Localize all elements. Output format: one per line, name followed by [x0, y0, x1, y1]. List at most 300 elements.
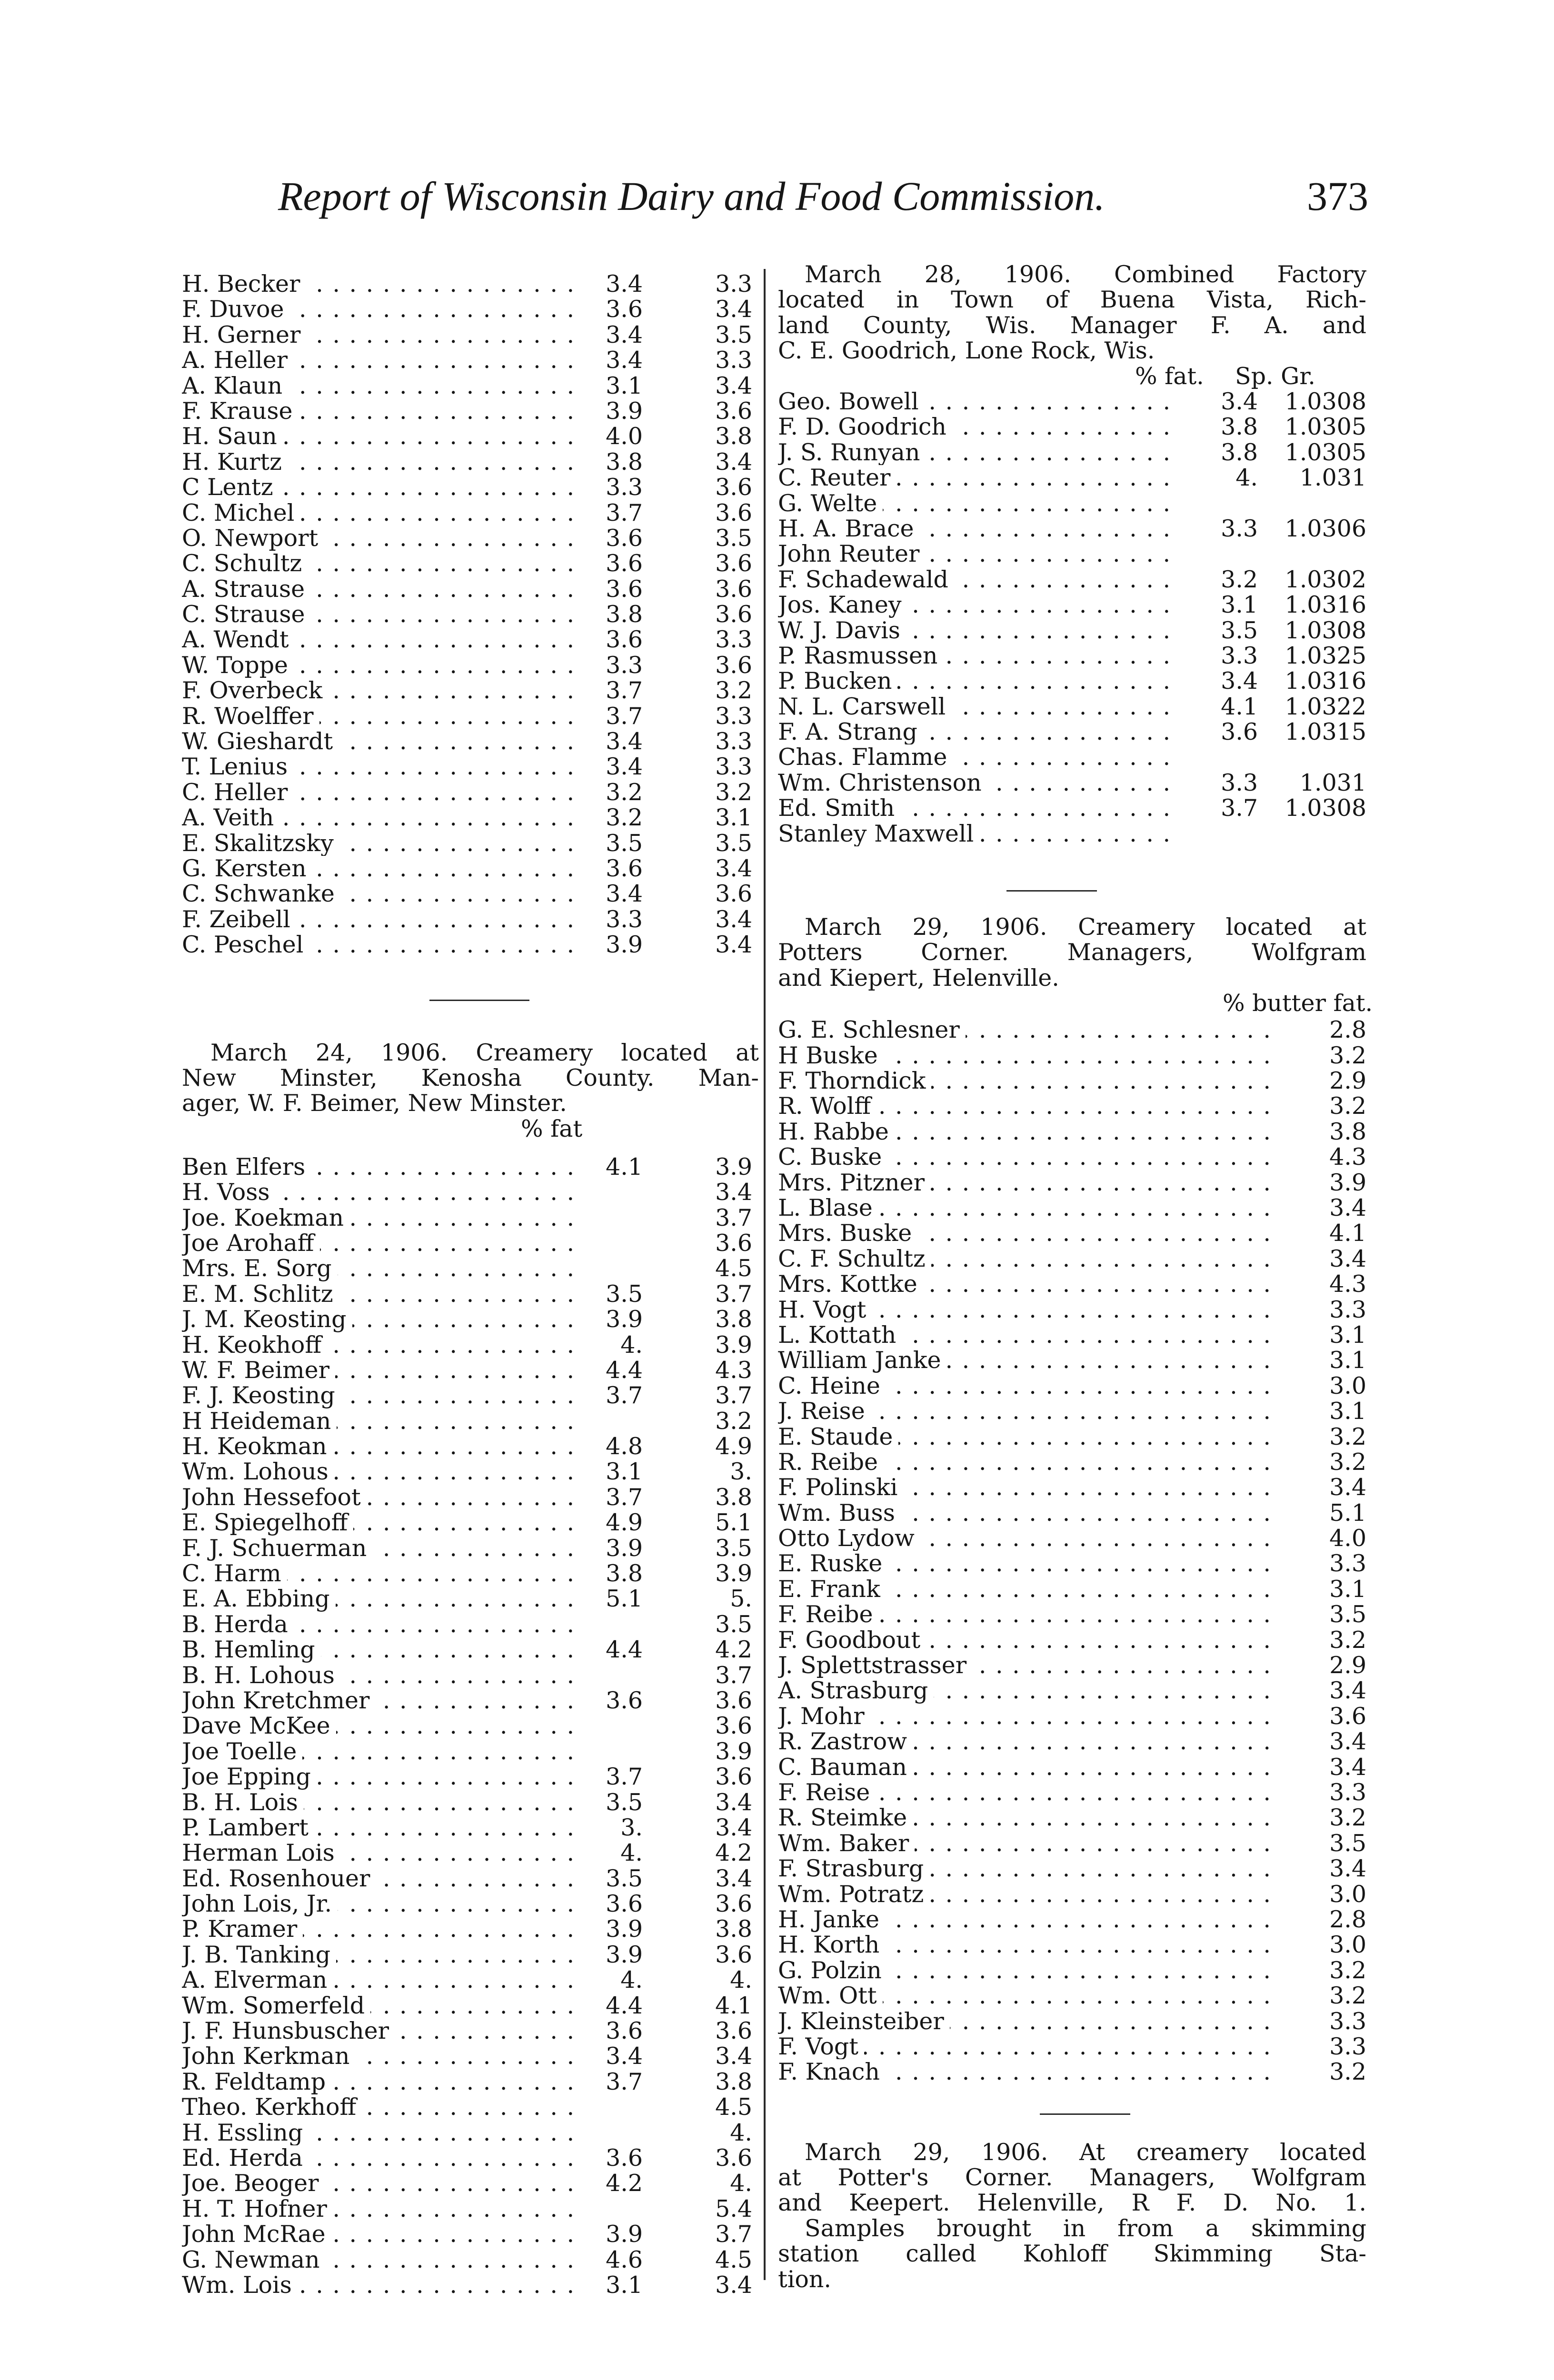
- table-row: [182, 1332, 759, 1358]
- row-name-cell: [182, 729, 582, 754]
- row-name-cell: [182, 347, 582, 373]
- value-first: 3.2: [606, 778, 643, 806]
- column-head-row: [778, 990, 1373, 1017]
- producer-name: F. Thorndick: [778, 1068, 931, 1093]
- row-name-cell: [778, 592, 1178, 617]
- row-name-cell: [778, 1271, 1273, 1297]
- table-row: [182, 2145, 759, 2171]
- table-row: [182, 1434, 759, 1459]
- producer-name: H. Essling: [182, 2120, 309, 2145]
- table-row: [182, 576, 759, 602]
- table-row: [778, 1602, 1366, 1627]
- producer-name: F. D. Goodrich: [778, 414, 952, 439]
- fat-column-head: % fat: [521, 1115, 583, 1142]
- value-second: 3.9: [715, 1331, 752, 1359]
- value-first: 4.0: [606, 423, 643, 450]
- value-first: 2.8: [1329, 1905, 1366, 1933]
- value-first: 3.5: [1329, 1601, 1366, 1628]
- producer-name: H. T. Hofner: [182, 2196, 333, 2221]
- row-name-cell: [778, 694, 1178, 719]
- row-name-cell: [182, 907, 582, 932]
- value-second: 3.3: [715, 347, 752, 374]
- row-name-cell: [182, 1764, 582, 1789]
- value-first: 3.2: [1329, 1804, 1366, 1832]
- value-second: 3.4: [715, 372, 752, 399]
- producer-name: E. Staude: [778, 1424, 898, 1449]
- table-row: [182, 1459, 759, 1484]
- row-name-cell: [182, 1713, 582, 1738]
- butter-fat-column-head: % butter fat.: [1223, 990, 1373, 1017]
- row-name-cell: [182, 1586, 582, 1611]
- producer-name: Chas. Flamme: [778, 744, 953, 770]
- running-title: Report of Wisconsin Dairy and Food Commission.: [278, 173, 1105, 219]
- row-name-cell: [182, 2120, 582, 2145]
- value-first: 3.4: [1329, 1677, 1366, 1705]
- row-name-cell: [778, 1017, 1273, 1042]
- producer-name: Theo. Kerkhoff: [182, 2094, 362, 2120]
- value-first: 3.3: [1329, 1550, 1366, 1577]
- value-second: 1.0316: [1285, 591, 1366, 619]
- value-second: 4.: [730, 2170, 752, 2197]
- table-row: [778, 1144, 1366, 1170]
- row-name-cell: [778, 643, 1178, 668]
- producer-name: Mrs. Buske: [778, 1220, 917, 1246]
- table-row: [182, 449, 759, 475]
- table-row: [778, 1017, 1366, 1042]
- row-name-cell: [778, 1627, 1273, 1653]
- row-name-cell: [182, 602, 582, 627]
- value-first: 3.6: [1221, 718, 1258, 746]
- table-row: [778, 1882, 1366, 1907]
- table-row: [182, 1637, 759, 1662]
- value-first: 3.3: [606, 474, 643, 501]
- right-column: [778, 261, 1373, 2293]
- producer-name: Ed. Herda: [182, 2145, 309, 2171]
- value-first: 3.7: [606, 1763, 643, 1791]
- table-row: [182, 627, 759, 652]
- row-name-cell: [182, 1230, 582, 1256]
- value-first: 3.8: [1221, 438, 1258, 466]
- value-second: 1.0308: [1285, 616, 1366, 644]
- value-second: 3.2: [715, 778, 752, 806]
- table-row: [182, 805, 759, 830]
- table-row: [182, 1916, 759, 1942]
- table-row: [182, 1180, 759, 1205]
- producer-name: C. Strause: [182, 602, 311, 627]
- table-row: [778, 1271, 1366, 1297]
- row-name-cell: [182, 2069, 582, 2094]
- value-second: 3.6: [715, 1941, 752, 1968]
- heading-line: March 28, 1906. Combined Factory: [805, 261, 1366, 288]
- value-first: 3.9: [606, 931, 643, 959]
- value-second: 3.6: [715, 1712, 752, 1740]
- value-second: 1.0308: [1285, 794, 1366, 822]
- row-name-cell: [182, 1561, 582, 1586]
- table-row: [778, 2059, 1366, 2084]
- table-row: [182, 271, 759, 297]
- value-second: 3.6: [715, 1229, 752, 1257]
- row-name-cell: [778, 1043, 1273, 1068]
- producer-name: F. Reise: [778, 1780, 876, 1805]
- producer-name: G. Kersten: [182, 856, 312, 881]
- value-first: 3.5: [606, 1280, 643, 1308]
- value-first: 3.3: [1329, 2007, 1366, 2035]
- value-first: 3.7: [606, 499, 643, 526]
- value-first: 4.: [620, 1966, 643, 1994]
- row-name-cell: [182, 2196, 582, 2221]
- value-first: 4.1: [1329, 1220, 1366, 1247]
- row-name-cell: [182, 1916, 582, 1942]
- table-row: [778, 1729, 1366, 1754]
- row-name-cell: [182, 2171, 582, 2196]
- producer-name: J. Splettstrasser: [778, 1653, 972, 1678]
- table-row: [778, 694, 1366, 719]
- producer-name: Wm. Baker: [778, 1831, 915, 1856]
- row-name-cell: [182, 322, 582, 347]
- table-row: [182, 1942, 759, 1967]
- table-row: [182, 2171, 759, 2196]
- row-name-cell: [778, 1577, 1273, 1602]
- table-row: [182, 526, 759, 551]
- value-second: 3.5: [715, 1610, 752, 1638]
- table-row: [182, 475, 759, 500]
- table-row: [182, 780, 759, 805]
- table-row: [778, 744, 1366, 770]
- value-first: 3.2: [606, 804, 643, 832]
- value-first: 5.1: [606, 1585, 643, 1613]
- value-first: 4.9: [606, 1509, 643, 1537]
- value-first: 3.2: [1329, 1448, 1366, 1476]
- value-second: 1.0308: [1285, 388, 1366, 416]
- table-row: [778, 1653, 1366, 1678]
- table-row: [778, 618, 1366, 643]
- producer-name: Wm. Lohous: [182, 1459, 334, 1484]
- heading-line: at Potter's Corner. Managers, Wolfgram: [778, 2164, 1366, 2192]
- value-second: 3.4: [715, 1179, 752, 1206]
- producer-name: John Hessefoot: [182, 1485, 367, 1510]
- row-name-cell: [182, 1510, 582, 1535]
- value-second: 3.8: [715, 1915, 752, 1943]
- table-row: [182, 932, 759, 957]
- value-first: 3.2: [1221, 565, 1258, 593]
- row-name-cell: [778, 1398, 1273, 1424]
- producer-name: J. Reise: [778, 1398, 871, 1424]
- producer-name: C Lentz: [182, 475, 279, 500]
- value-first: 3.7: [606, 1382, 643, 1409]
- value-first: 3.4: [1221, 667, 1258, 695]
- row-name-cell: [778, 1475, 1273, 1500]
- value-first: 3.7: [606, 677, 643, 704]
- value-second: 3.5: [715, 321, 752, 348]
- row-name-cell: [182, 1993, 582, 2018]
- table-row: [778, 668, 1366, 694]
- row-name-cell: [778, 1449, 1273, 1475]
- value-second: 3.7: [715, 1661, 752, 1689]
- value-first: 3.3: [1329, 1778, 1366, 1806]
- row-name-cell: [778, 491, 1178, 516]
- value-second: 1.031: [1299, 769, 1366, 796]
- value-first: 3.7: [606, 702, 643, 730]
- value-second: 3.6: [715, 2144, 752, 2172]
- row-name-cell: [182, 1536, 582, 1561]
- value-first: 4.1: [1221, 693, 1258, 720]
- value-first: 3.8: [606, 601, 643, 628]
- value-second: 3.1: [715, 804, 752, 832]
- value-second: 3.9: [715, 1560, 752, 1587]
- row-name-cell: [182, 1967, 582, 1993]
- section-separator: [1006, 890, 1097, 892]
- producer-name: E. Ruske: [778, 1551, 888, 1576]
- value-first: 4.8: [606, 1433, 643, 1460]
- producer-name: Joe Epping: [182, 1764, 317, 1789]
- row-name-cell: [182, 1408, 582, 1434]
- producer-name: R. Feldtamp: [182, 2069, 331, 2094]
- row-name-cell: [778, 1144, 1273, 1170]
- producer-name: H. Voss: [182, 1180, 276, 1205]
- value-second: 3.: [730, 1458, 752, 1486]
- producer-name: H. Gerner: [182, 322, 306, 347]
- table-row: [778, 1780, 1366, 1805]
- row-name-cell: [182, 881, 582, 906]
- value-second: 3.7: [715, 1280, 752, 1308]
- value-first: 3.4: [1329, 1753, 1366, 1781]
- value-second: 4.3: [715, 1356, 752, 1384]
- row-name-cell: [778, 618, 1178, 643]
- value-first: 3.3: [1221, 515, 1258, 542]
- table-row: [778, 1526, 1366, 1551]
- row-name-cell: [182, 475, 582, 500]
- value-second: 3.9: [715, 1737, 752, 1765]
- value-first: 3.8: [606, 448, 643, 476]
- value-first: 3.2: [1329, 1041, 1366, 1069]
- heading-line: C. E. Goodrich, Lone Rock, Wis.: [778, 337, 1155, 365]
- value-first: 3.6: [606, 575, 643, 603]
- table-row: [778, 2009, 1366, 2034]
- value-second: 3.6: [715, 651, 752, 679]
- table-row: [778, 1907, 1366, 1932]
- table-row: [182, 1967, 759, 1993]
- new-minster-table: [182, 1154, 759, 2298]
- table-row: [778, 1577, 1366, 1602]
- row-name-cell: [182, 1281, 582, 1307]
- producer-name: L. Blase: [778, 1195, 878, 1220]
- table-row: [182, 653, 759, 678]
- value-first: 3.7: [606, 1483, 643, 1511]
- producer-name: H. Janke: [778, 1907, 885, 1932]
- table-row: [182, 2272, 759, 2298]
- table-row: [182, 347, 759, 373]
- table-row: [778, 516, 1366, 541]
- value-first: 3.3: [1221, 769, 1258, 796]
- value-first: 3.3: [606, 651, 643, 679]
- value-first: 3.1: [1329, 1575, 1366, 1603]
- row-name-cell: [182, 754, 582, 779]
- table-row: [182, 1612, 759, 1637]
- table-row: [778, 795, 1366, 821]
- producer-name: H. Saun: [182, 424, 283, 449]
- producer-name: Stanley Maxwell: [778, 821, 979, 846]
- producer-name: W. Toppe: [182, 653, 294, 678]
- value-second: 3.6: [715, 1763, 752, 1791]
- producer-name: G. Polzin: [778, 1958, 887, 1983]
- heading-line: March 24, 1906. Creamery located at: [210, 1039, 759, 1066]
- row-name-cell: [778, 1907, 1273, 1932]
- heading-line: Potters Corner. Managers, Wolfgram: [778, 939, 1366, 966]
- row-name-cell: [778, 1526, 1273, 1551]
- row-name-cell: [182, 1307, 582, 1332]
- row-name-cell: [778, 795, 1178, 821]
- row-name-cell: [182, 1790, 582, 1815]
- table-row: [182, 678, 759, 703]
- specific-gravity-column-head: Sp. Gr.: [1235, 362, 1315, 390]
- row-name-cell: [778, 1856, 1273, 1881]
- value-second: 3.4: [715, 854, 752, 882]
- row-name-cell: [182, 2043, 582, 2069]
- row-name-cell: [778, 1755, 1273, 1780]
- producer-name: A. Veith: [182, 805, 279, 830]
- value-first: 3.8: [1329, 1118, 1366, 1145]
- table-row: [182, 1510, 759, 1535]
- producer-name: E. Spiegelhoff: [182, 1510, 353, 1535]
- table-row: [182, 1561, 759, 1586]
- producer-name: John Lois, Jr.: [182, 1891, 338, 1916]
- table-row: [182, 831, 759, 856]
- value-first: 3.3: [1329, 1296, 1366, 1323]
- producer-name: J. S. Runyan: [778, 440, 926, 465]
- producer-name: B. Hemling: [182, 1637, 321, 1662]
- heading-line: station called Kohloff Skimming Sta-: [778, 2240, 1366, 2268]
- potters-corner-table: [778, 1017, 1366, 2084]
- table-row: [778, 1627, 1366, 1653]
- value-first: 3.4: [1329, 1245, 1366, 1272]
- row-name-cell: [778, 1068, 1273, 1093]
- value-second: 5.1: [715, 1509, 752, 1537]
- row-name-cell: [778, 719, 1178, 744]
- value-first: 3.1: [1329, 1398, 1366, 1425]
- producer-name: Herman Lois: [182, 1840, 340, 1865]
- value-first: 3.9: [606, 1915, 643, 1943]
- row-name-cell: [778, 1246, 1273, 1271]
- row-name-cell: [778, 1348, 1273, 1373]
- row-name-cell: [182, 398, 582, 424]
- producer-name: Wm. Lois: [182, 2272, 298, 2298]
- value-first: 3.5: [606, 829, 643, 857]
- value-first: 3.5: [606, 1864, 643, 1892]
- producer-name: A. Klaun: [182, 373, 288, 398]
- table-row: [778, 440, 1366, 465]
- value-first: 4.: [620, 1331, 643, 1359]
- table-row: [778, 414, 1366, 439]
- table-row: [778, 491, 1366, 516]
- producer-name: C. Harm: [182, 1561, 287, 1586]
- table-row: [182, 881, 759, 906]
- section-separator: [429, 1000, 529, 1001]
- heading-line: tion.: [778, 2265, 831, 2293]
- producer-name: Wm. Potratz: [778, 1882, 929, 1907]
- producer-name: Ed. Rosenhouer: [182, 1866, 376, 1891]
- table-row: [182, 373, 759, 398]
- table-row: [778, 1246, 1366, 1271]
- value-second: 1.0315: [1285, 718, 1366, 746]
- row-name-cell: [182, 551, 582, 576]
- producer-name: H. Keokman: [182, 1434, 333, 1459]
- value-first: 3.6: [606, 1686, 643, 1714]
- table-row: [182, 1688, 759, 1713]
- table-row: [778, 1958, 1366, 1983]
- value-second: 3.6: [715, 550, 752, 577]
- table-row: [778, 1322, 1366, 1348]
- value-second: 3.4: [715, 2043, 752, 2070]
- value-first: 3.5: [1329, 1829, 1366, 1857]
- value-second: 3.4: [715, 1864, 752, 1892]
- table-row: [182, 1764, 759, 1789]
- producer-name: H Buske: [778, 1043, 884, 1068]
- value-second: 3.4: [715, 2271, 752, 2299]
- table-row: [778, 1551, 1366, 1576]
- value-first: 4.3: [1329, 1270, 1366, 1298]
- producer-name: A. Strause: [182, 576, 310, 602]
- row-name-cell: [778, 1932, 1273, 1957]
- value-first: 3.2: [1329, 1626, 1366, 1654]
- row-name-cell: [778, 2059, 1273, 2084]
- value-second: 4.: [730, 2119, 752, 2146]
- row-name-cell: [182, 1154, 582, 1180]
- producer-name: C. Heller: [182, 780, 293, 805]
- value-second: 3.6: [715, 474, 752, 501]
- table-row: [182, 1739, 759, 1764]
- producer-name: E. A. Ebbing: [182, 1586, 336, 1611]
- value-second: 5.4: [715, 2195, 752, 2222]
- value-first: 3.4: [606, 2043, 643, 2070]
- table-row: [182, 2018, 759, 2043]
- value-second: 3.5: [715, 1534, 752, 1562]
- potters-corner-heading: [778, 914, 1366, 991]
- value-first: 4.4: [606, 1356, 643, 1384]
- row-name-cell: [182, 2221, 582, 2247]
- producer-name: F. Overbeck: [182, 678, 328, 703]
- producer-name: E. Skalitzsky: [182, 831, 339, 856]
- heading-line: ager, W. F. Beimer, New Minster.: [182, 1090, 567, 1117]
- value-second: 3.6: [715, 499, 752, 526]
- table-row: [182, 754, 759, 779]
- table-row: [778, 1932, 1366, 1957]
- value-second: 3.8: [715, 2068, 752, 2095]
- value-second: 3.3: [715, 270, 752, 298]
- table-row: [778, 770, 1366, 795]
- value-second: 4.5: [715, 2093, 752, 2121]
- value-first: 3.1: [606, 1458, 643, 1486]
- table-row: [182, 500, 759, 526]
- row-name-cell: [182, 1358, 582, 1383]
- producer-name: R. Steimke: [778, 1805, 913, 1830]
- value-first: 3.4: [1329, 1194, 1366, 1221]
- producer-name: R. Woelffer: [182, 704, 319, 729]
- row-name-cell: [182, 1637, 582, 1662]
- table-row: [778, 1348, 1366, 1373]
- row-name-cell: [182, 1332, 582, 1358]
- value-first: 3.2: [1329, 2058, 1366, 2086]
- value-first: 3.8: [1221, 413, 1258, 441]
- row-name-cell: [778, 1780, 1273, 1805]
- value-first: 3.2: [1329, 1956, 1366, 1984]
- producer-name: John Kerkman: [182, 2043, 355, 2069]
- producer-name: O. Newport: [182, 526, 324, 551]
- value-second: 3.6: [715, 880, 752, 908]
- table-row: [778, 1983, 1366, 2008]
- value-first: 3.5: [606, 1788, 643, 1816]
- value-second: 3.4: [715, 1814, 752, 1841]
- table-row: [182, 1205, 759, 1230]
